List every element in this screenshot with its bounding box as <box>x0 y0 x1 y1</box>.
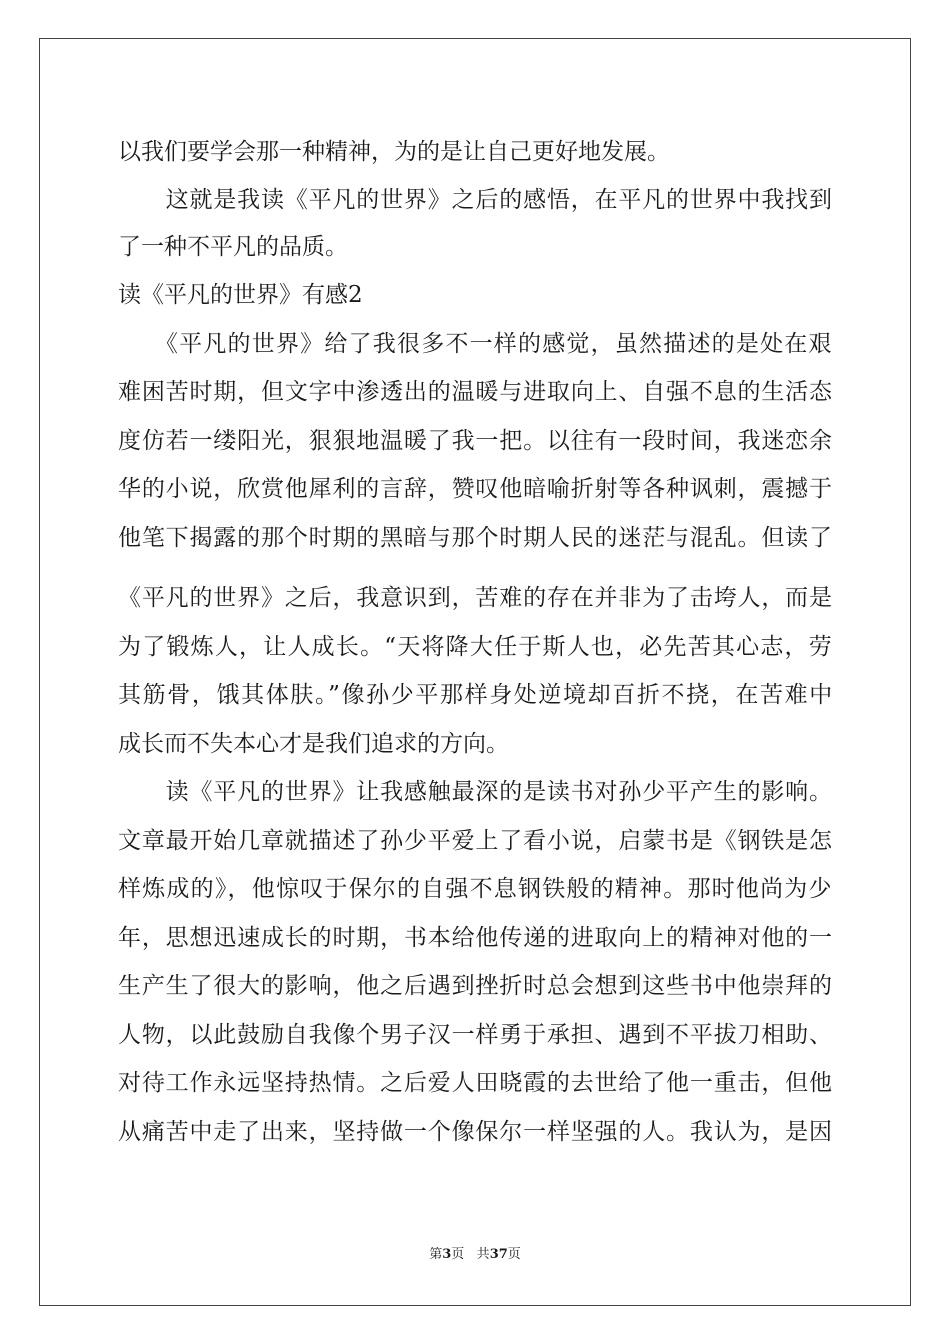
text-line: 对待工作永远坚持热情。之后爱人田晓霞的去世给了他一重击，但他 <box>118 1070 833 1096</box>
text-line: 难困苦时期，但文字中渗透出的温暖与进取向上、自强不息的生活态 <box>118 379 833 405</box>
page-footer <box>0 1246 950 1264</box>
text-line: 了一种不平凡的品质。 <box>118 234 348 260</box>
total-suffix: 页 <box>507 1247 521 1262</box>
text-line: 他笔下揭露的那个时期的黑暗与那个时期人民的迷茫与混乱。但读了 <box>118 525 833 551</box>
current-page-number: 3 <box>442 1247 452 1262</box>
text-line: 生产生了很大的影响，他之后遇到挫折时总会想到这些书中他崇拜的 <box>118 973 833 999</box>
text-line: 这就是我读《平凡的世界》之后的感悟，在平凡的世界中我找到 <box>118 187 833 213</box>
text-line: 样炼成的》，他惊叹于保尔的自强不息钢铁般的精神。那时他尚为少 <box>118 876 833 902</box>
text-line: 华的小说，欣赏他犀利的言辞，赞叹他暗喻折射等各种讽刺，震撼于 <box>118 476 833 502</box>
page-suffix: 页 <box>451 1247 465 1262</box>
total-page-number: 37 <box>489 1247 508 1262</box>
text-line: 其筋骨，饿其体肤。”像孙少平那样身处逆境却百折不挠，在苦难中 <box>118 682 834 708</box>
page-prefix: 第 <box>429 1247 443 1262</box>
text-line: 《平凡的世界》给了我很多不一样的感觉，虽然描述的是处在艰 <box>118 331 833 357</box>
text-line: 人物，以此鼓励自我像个男子汉一样勇于承担、遇到不平拔刀相助、 <box>118 1022 833 1048</box>
text-line: 以我们要学会那一种精神，为的是让自己更好地发展。 <box>118 139 670 165</box>
text-line: 度仿若一缕阳光，狠狠地温暖了我一把。以往有一段时间，我迷恋余 <box>118 428 833 454</box>
text-line: 读《平凡的世界》让我感触最深的是读书对孙少平产生的影响。 <box>118 779 833 805</box>
page-border <box>39 38 911 1306</box>
text-line: 从痛苦中走了出来，坚持做一个像保尔一样坚强的人。我认为，是因 <box>118 1119 833 1145</box>
total-prefix: 共 <box>476 1247 490 1262</box>
text-line: 年，思想迅速成长的时期，书本给他传递的进取向上的精神对他的一 <box>118 925 833 951</box>
text-line: 文章最开始几章就描述了孙少平爱上了看小说，启蒙书是《钢铁是怎 <box>118 828 833 854</box>
section-heading: 读《平凡的世界》有感2 <box>118 282 363 308</box>
text-line: 成长而不失本心才是我们追求的方向。 <box>118 731 509 757</box>
text-line: 为了锻炼人，让人成长。“天将降大任于斯人也，必先苦其心志，劳 <box>118 634 833 660</box>
text-line: 《平凡的世界》之后，我意识到，苦难的存在并非为了击垮人，而是 <box>118 585 833 611</box>
